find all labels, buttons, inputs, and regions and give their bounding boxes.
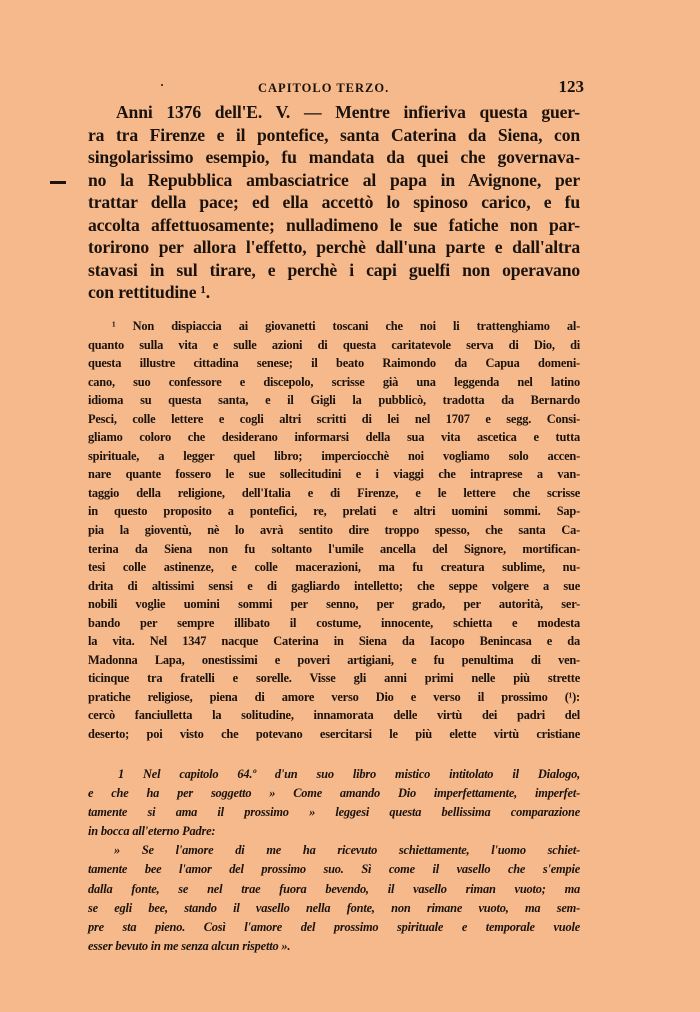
footnote-line: bando per sempre illibato il costume, innocente, schietta e modesta bbox=[88, 615, 580, 630]
footnote-line: deserto; poi visto che potevano esercitarsi le più elette virtù cristiane bbox=[88, 727, 580, 742]
footnote-line: 1 Nel capitolo 64.º d'un suo libro mistico intitolato il Dialogo, bbox=[118, 767, 580, 781]
footnote-line: pia la gioventù, nè lo avrà sentito dire troppo spesso, che santa Ca- bbox=[88, 523, 580, 538]
text-line: trattar della pace; ed ella accettò lo spinoso carico, e fu bbox=[88, 192, 580, 212]
footnote-line: tamente si ama il prossimo » leggesi questa bellissima comparazione bbox=[88, 805, 580, 820]
footnote-line: la vita. Nel 1347 nacque Caterina in Siena da Iacopo Benincasa e da bbox=[88, 634, 580, 649]
footnote-line: dalla fonte, se nel trae fuora bevendo, il vasello riman vuoto; ma bbox=[88, 881, 580, 896]
page-number: 123 bbox=[558, 77, 584, 96]
main-paragraph bbox=[88, 101, 580, 304]
footnote-line: se egli bee, stando il vasello nella fonte, non rimane vuoto, ma sem- bbox=[88, 900, 580, 915]
text-line: con rettitudine ¹. bbox=[88, 282, 210, 302]
footnote-line: » Se l'amore di me ha ricevuto schiettamente, l'uomo schiet- bbox=[114, 843, 580, 858]
footnote-2 bbox=[88, 765, 580, 956]
footnote-line: e che ha per soggetto » Come amando Dio imperfettamente, imperfet- bbox=[88, 786, 580, 801]
text-line: singolarissimo esempio, fu mandata da quei che governava- bbox=[88, 147, 580, 167]
footnote-line: tamente bee l'amor del prossimo suo. Sì come il vasello che s'empie bbox=[88, 862, 580, 877]
footnote-line: nare quante fossero le sue sollecitudini e i viaggi che intraprese a van- bbox=[88, 467, 580, 482]
footnote-line: questa illustre cittadina senese; il beato Raimondo da Capua domeni- bbox=[88, 356, 580, 371]
text-line: torirono per allora l'effetto, perchè dall'una parte e dall'altra bbox=[88, 237, 580, 257]
text-line: ra tra Firenze e il pontefice, santa Caterina da Siena, con bbox=[88, 124, 580, 145]
footnote-line: cano, suo confessore e discepolo, scrisse già una leggenda nel latino bbox=[88, 374, 580, 389]
footnote-line: tesi colle astinenze, e colle macerazioni, ma fu creatura sublime, nu- bbox=[88, 560, 580, 575]
text-line: Anni 1376 dell'E. V. — Mentre infieriva questa guer- bbox=[116, 102, 580, 122]
footnote-line: quanto sulla vita e sulle azioni di questa caritatevole serva di Dio, di bbox=[88, 337, 580, 352]
footnote-line: ticinque tra fratelli e sorelle. Visse gli anni primi nelle più strette bbox=[88, 671, 580, 686]
footnote-line: pre sta pieno. Così l'amore del prossimo spirituale e temporale vuole bbox=[88, 919, 580, 934]
footnote-line: in bocca all'eterno Padre: bbox=[88, 824, 216, 839]
footnote-line: terina da Siena non fu soltanto l'umile ancella del Signore, mortifican- bbox=[88, 541, 580, 556]
footnote-line: gliamo coloro che desiderano informarsi della sua vita ascetica e tutta bbox=[88, 430, 580, 445]
footnote-line: cercò fanciulletta la solitudine, innamorata delle virtù dei padri del bbox=[88, 708, 580, 723]
text-line: accolta affettuosamente; nulladimeno le sue fatiche non par- bbox=[88, 214, 580, 235]
footnote-line: ¹ Non dispiaccia ai giovanetti toscani che noi li trattenghiamo al- bbox=[112, 319, 580, 333]
footnote-line: taggio della religione, dell'Italia e di Firenze, e le lettere che scrisse bbox=[88, 485, 580, 500]
footnote-line: esser bevuto in me senza alcun rispetto ». bbox=[88, 938, 291, 953]
footnote-line: spirituale, a legger quel libro; imperciocchè noi vogliamo solo accen- bbox=[88, 448, 580, 463]
footnote-line: Pesci, colle lettere e cogli altri scritti di lei nel 1707 e segg. Consi- bbox=[88, 411, 580, 426]
footnote-line: in questo proposito a pontefici, re, prelati e altri uomini sommi. Sap- bbox=[88, 504, 580, 519]
footnote-line: drita di altissimi sensi e di gagliardo intelletto; che seppe volgere a sue bbox=[88, 578, 580, 593]
text-line: no la Repubblica ambasciatrice al papa in Avignone, per bbox=[88, 169, 580, 190]
footnote-line: idioma su questa santa, e il Gigli la pubblicò, tradotta da Bernardo bbox=[88, 393, 580, 408]
running-header bbox=[88, 78, 584, 98]
footnote-line: nobili voglie uomini sommi per senno, per grado, per autorità, ser- bbox=[88, 597, 580, 612]
footnote-1 bbox=[88, 317, 580, 744]
chapter-title: CAPITOLO TERZO. bbox=[258, 81, 390, 95]
text-line: stavasi in sul tirare, e perchè i capi guelfi non operavano bbox=[88, 259, 580, 280]
footnote-line: Madonna Lapa, onestissimi e poveri artigiani, e fu penultima di ven- bbox=[88, 652, 580, 667]
footnote-line: pratiche religiose, piena di amore verso Dio e verso il prossimo (¹): bbox=[88, 689, 580, 704]
margin-mark bbox=[50, 181, 66, 184]
